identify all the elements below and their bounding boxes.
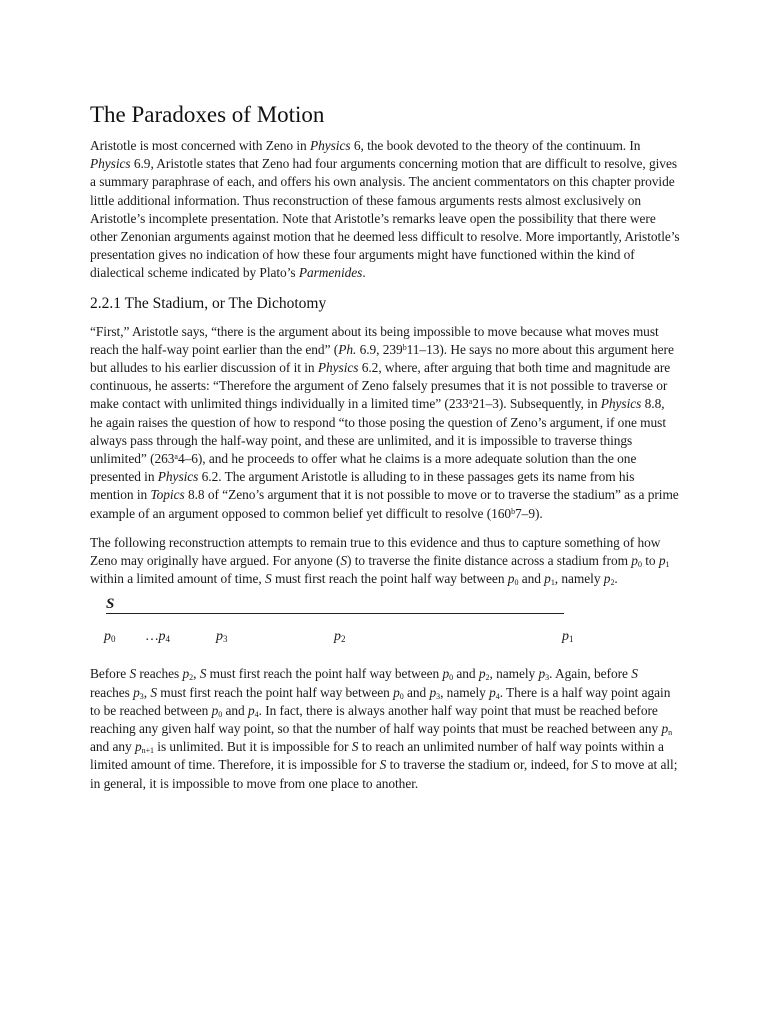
reconstruction-paragraph	[90, 534, 680, 589]
text-run: to	[641, 553, 659, 569]
text-run: and	[518, 571, 545, 587]
text-run: 21–3). Subsequently, in	[472, 396, 601, 412]
text-run: “First,” Aristotle says, “there is the argument about its being impossible to move because what moves must reach the half-way point earlier than the end” (	[90, 323, 659, 357]
subscript: 0	[449, 673, 454, 683]
text-run: , namely	[440, 684, 490, 700]
text-run: must first reach the point half way between	[206, 666, 443, 682]
subscript: 3	[545, 673, 550, 683]
subscript: 0	[514, 578, 519, 588]
text-run: ) to traverse the finite distance across a stadium from	[347, 553, 632, 569]
citation-superscript: b	[511, 506, 516, 516]
text-run: .	[362, 265, 366, 281]
text-run: reaches	[136, 666, 183, 682]
variable: S	[129, 666, 137, 682]
variable: p	[603, 571, 611, 587]
point-p2	[334, 629, 346, 645]
work-title: Parmenides	[298, 265, 363, 281]
point-sub: 3	[223, 634, 228, 645]
text-run: to traverse the stadium or, indeed, for	[386, 757, 592, 773]
subscript: n+1	[141, 746, 154, 756]
text-run: reaches	[90, 684, 134, 700]
point-sub: 0	[111, 634, 116, 645]
subscript: 0	[218, 709, 223, 719]
text-run: , namely	[489, 666, 539, 682]
variable: S	[150, 684, 157, 700]
evidence-paragraph	[90, 323, 680, 523]
variable: S	[631, 666, 638, 682]
text-run: must first reach the point half way between	[156, 684, 394, 700]
point-p0	[104, 629, 116, 645]
variable: S	[265, 571, 272, 587]
text-run: The following reconstruction attempts to remain true to this evidence and thus to capture something of how Zeno may originally have argued. For anyone (	[90, 534, 661, 569]
text-run: and any	[90, 739, 135, 755]
text-run: 6, the book devoted to the theory of the continuum. In	[350, 138, 641, 153]
citation-superscript: a	[468, 397, 473, 407]
variable: p	[211, 702, 219, 718]
text-run: 6.2. The argument Aristotle is alluding to in these passages gets its name from his mention in	[90, 469, 635, 503]
text-run: . In fact, there is always another half way point that must be reached before reaching any given half way point, so that the number of half way points that must be reached between any	[90, 702, 662, 737]
text-run: , namely	[554, 571, 604, 587]
stadium-line	[106, 613, 564, 614]
variable: S	[591, 757, 598, 773]
subscript: 3	[436, 691, 441, 701]
page-title: The Paradoxes of Motion	[90, 102, 325, 127]
point-var: p	[104, 629, 111, 645]
variable: p	[489, 684, 496, 700]
text-run: 8.8 of “Zeno’s argument that it is not possible to move or to traverse the stadium” as a prime example of an argument opposed to common belief yet difficult to resolve (160	[90, 487, 679, 521]
text-run: .	[614, 571, 618, 587]
point-var: p	[158, 629, 166, 645]
variable: p	[478, 666, 486, 682]
variable: p	[507, 571, 515, 587]
text-run: and	[222, 702, 248, 718]
subscript: 0	[637, 560, 642, 570]
variable: S	[379, 757, 387, 773]
variable: p	[661, 721, 669, 737]
text-run: . Again, before	[549, 666, 632, 682]
point-var: p	[334, 629, 341, 645]
text-run: to reach an unlimited number of half way points within a limited amount of time. Therefore, it is impossible for	[90, 739, 664, 773]
variable: p	[133, 684, 140, 700]
stadium-diagram	[90, 596, 680, 659]
document-content	[90, 100, 680, 804]
text-run: 8.8, he again raises the question of how to respond “to those posing the question of Zeno’s argument, if one must always pass through the half-way point, and these are unlimited, and it is impossible to traverse things unlimited” (263	[90, 396, 666, 467]
subscript: 3	[139, 691, 144, 701]
subscript: 2	[610, 578, 615, 588]
text-run: 6.2, where, after arguing that both time and magnitude are continuous, he asserts: “Therefore the argument of Zeno falsely presumes that it is not possible to traverse or make contact with unlimited things individually in a limited time” (233	[90, 360, 671, 412]
point-sub: 4	[165, 634, 170, 645]
subscript: 2	[485, 673, 490, 683]
work-title: Ph.	[338, 341, 357, 357]
point-var: p	[562, 629, 569, 645]
subscript: 0	[399, 691, 404, 701]
text-run: . There is a half way point again to be reached between	[90, 684, 671, 718]
text-run: and	[453, 666, 479, 682]
text-run: 7–9).	[515, 505, 543, 521]
variable: S	[199, 666, 207, 682]
point-p1	[562, 629, 574, 645]
runner-label: S	[106, 596, 115, 613]
work-title: Physics	[317, 360, 359, 376]
text-run: and	[403, 684, 430, 700]
variable: p	[429, 684, 437, 700]
text-run: 6.9, Aristotle states that Zeno had four arguments concerning motion that are difficult to resolve, gives a summary paraphrase of each, and offers his own analysis. The ancient commentators on this chapter provide little additional information. Thus reconstruction of these famous arguments rests almost exclusively on Aristotle’s incomplete presentation. Note that Aristotle’s remarks leave open the possibility that there were other Zenonian arguments against motion that he deemed less difficult to resolve. More importantly, Aristotle’s presentation gives no indication of how these four arguments might have functioned within the kind of dialectical scheme indicated by Plato’s	[90, 156, 680, 281]
variable: p	[544, 571, 551, 587]
text-run: Before	[90, 666, 130, 682]
subscript: 2	[189, 673, 194, 683]
point-sub: 2	[341, 634, 346, 645]
point-p3	[216, 629, 228, 645]
variable: p	[247, 702, 255, 718]
subscript: 4	[495, 691, 500, 701]
variable: p	[393, 684, 400, 700]
subscript: n	[668, 728, 673, 738]
text-run: ,	[193, 666, 200, 682]
work-title: Topics	[150, 487, 185, 503]
subscript: 1	[665, 560, 670, 570]
argument-paragraph	[90, 665, 680, 792]
variable: S	[351, 739, 359, 755]
variable: p	[658, 553, 666, 569]
work-title: Physics	[90, 156, 131, 172]
subscript: 4	[254, 709, 259, 719]
text-run: must first reach the point half way between	[271, 571, 508, 587]
variable: p	[442, 666, 450, 682]
text-run: to move at all; in general, it is impossible to move from one place to another.	[90, 757, 678, 791]
work-title: Physics	[157, 469, 199, 485]
text-run: Aristotle is most concerned with Zeno in	[90, 138, 310, 153]
variable: p	[182, 666, 190, 682]
variable: p	[134, 739, 142, 755]
variable: S	[340, 553, 348, 569]
point-sub: 1	[569, 634, 574, 645]
point-var: p	[216, 629, 223, 645]
section-heading: 2.2.1 The Stadium, or The Dichotomy	[90, 294, 327, 312]
subscript: 1	[550, 578, 555, 588]
work-title: Physics	[600, 396, 642, 412]
text-run: is unlimited. But it is impossible for	[154, 739, 352, 755]
text-run: 4–6), and he proceeds to offer what he claims is a more adequate solution than the one presented in	[90, 451, 637, 485]
variable: p	[538, 666, 546, 682]
point-p4	[146, 629, 170, 645]
intro-paragraph	[90, 137, 680, 283]
text-run: 6.9, 239	[356, 341, 403, 357]
work-title: Physics	[309, 138, 351, 153]
citation-superscript: a	[174, 452, 178, 462]
citation-superscript: b	[402, 342, 407, 352]
text-run: 11–13). He says no more about this argument here but alludes to his earlier discussion of it in	[90, 341, 674, 376]
text-run: ,	[143, 684, 151, 700]
variable: p	[631, 553, 638, 569]
text-run: within a limited amount of time,	[90, 571, 266, 587]
point-prefix: …	[146, 629, 159, 645]
